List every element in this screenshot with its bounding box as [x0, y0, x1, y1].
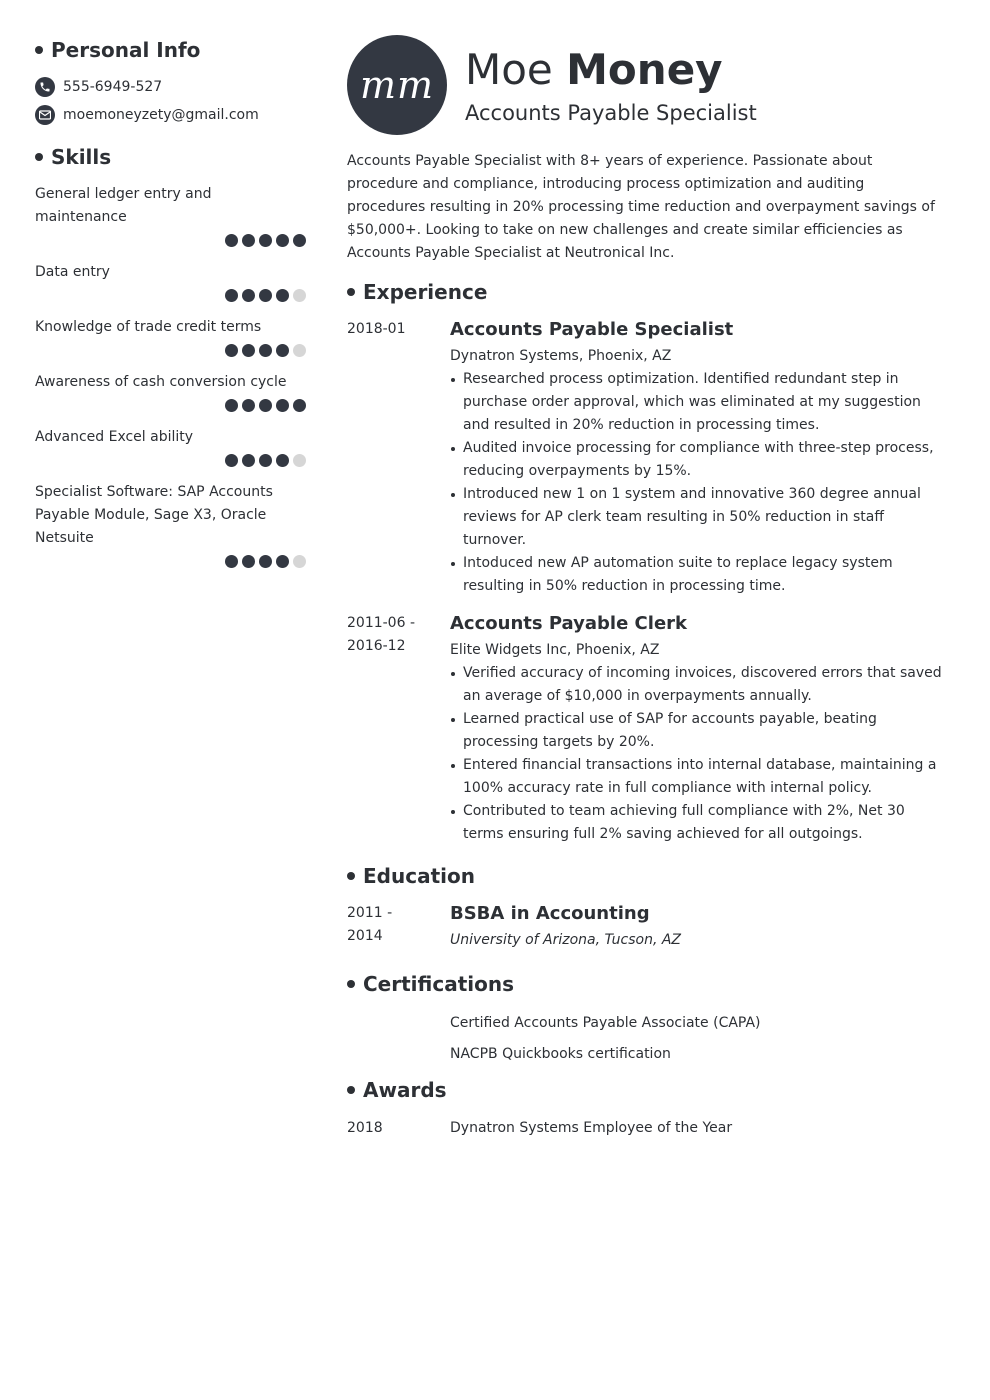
- rating-dot-filled-icon: [225, 289, 238, 302]
- job-bullet: Intoduced new AP automation suite to replace legacy system resulting in 50% reduction in processing time.: [450, 552, 947, 598]
- skill-item: [35, 316, 310, 357]
- rating-dot-filled-icon: [293, 234, 306, 247]
- job-bullet: Learned practical use of SAP for accounts payable, beating processing targets by 20%.: [450, 708, 947, 754]
- education-date: 2011 - 2014: [347, 905, 393, 944]
- job-role: Accounts Payable Clerk: [450, 613, 687, 634]
- name-block: [465, 45, 757, 125]
- skill-name: Advanced Excel ability: [35, 429, 194, 445]
- rating-dot-filled-icon: [259, 555, 272, 568]
- awards-heading: Awards: [347, 1078, 947, 1102]
- rating-dot-filled-icon: [242, 399, 255, 412]
- job-entry: [347, 612, 947, 846]
- rating-dot-filled-icon: [276, 399, 289, 412]
- job-date: 2018-01: [347, 321, 406, 337]
- certifications-list: [450, 1012, 947, 1066]
- job-role: Accounts Payable Specialist: [450, 319, 734, 340]
- skill-rating: [35, 399, 306, 412]
- rating-dot-filled-icon: [225, 344, 238, 357]
- job-entry: [347, 318, 947, 598]
- rating-dot-empty-icon: [293, 289, 306, 302]
- education-heading: Education: [347, 864, 947, 888]
- rating-dot-filled-icon: [225, 454, 238, 467]
- rating-dot-filled-icon: [276, 344, 289, 357]
- skills-heading: Skills: [35, 145, 310, 169]
- rating-dot-empty-icon: [293, 454, 306, 467]
- skill-name: General ledger entry and maintenance: [35, 186, 212, 225]
- skill-item: [35, 426, 310, 467]
- rating-dot-filled-icon: [259, 454, 272, 467]
- heading-bullet-icon: [347, 980, 355, 988]
- email-address: moemoneyzety@gmail.com: [63, 107, 259, 123]
- experience-heading: Experience: [347, 280, 947, 304]
- rating-dot-empty-icon: [293, 555, 306, 568]
- school: University of Arizona, Tucson, AZ: [450, 932, 682, 948]
- email-row: [35, 107, 310, 123]
- rating-dot-filled-icon: [242, 344, 255, 357]
- heading-bullet-icon: [35, 153, 43, 161]
- education-entry: [347, 902, 947, 952]
- personal-info-heading: Personal Info: [35, 38, 310, 62]
- skill-item: [35, 481, 310, 568]
- phone-row: [35, 79, 310, 95]
- job-bullets: [450, 368, 947, 598]
- experience-list: [347, 318, 947, 846]
- skill-rating: [35, 555, 306, 568]
- resume-header: [347, 35, 947, 135]
- summary-text: Accounts Payable Specialist with 8+ years of experience. Passionate about procedure and compliance, introducing process optimization and auditing procedures resulting in 20% processing time reduction and overpayment savings of $50,000+. Looking to take on new challenges and create similar efficiencies as Accounts Payable Specialist at Neutronical Inc.: [347, 153, 935, 261]
- job-title: Accounts Payable Specialist: [465, 101, 757, 125]
- certifications-heading: Certifications: [347, 972, 947, 996]
- award-entry: [347, 1117, 947, 1140]
- skill-name: Specialist Software: SAP Accounts Payable Module, Sage X3, Oracle Netsuite: [35, 484, 273, 546]
- heading-bullet-icon: [35, 46, 43, 54]
- email-icon: [35, 105, 55, 125]
- award-text: Dynatron Systems Employee of the Year: [450, 1120, 733, 1136]
- skill-item: [35, 261, 310, 302]
- rating-dot-filled-icon: [225, 234, 238, 247]
- monogram-avatar: mm: [347, 35, 447, 135]
- rating-dot-filled-icon: [276, 555, 289, 568]
- heading-bullet-icon: [347, 288, 355, 296]
- main-content: [347, 35, 947, 1140]
- rating-dot-filled-icon: [225, 555, 238, 568]
- job-bullet: Contributed to team achieving full compliance with 2%, Net 30 terms ensuring full 2% saving achieved for all outgoings.: [450, 800, 947, 846]
- skill-name: Awareness of cash conversion cycle: [35, 374, 287, 390]
- job-bullet: Audited invoice processing for compliance with three-step process, reducing overpayments by 15%.: [450, 437, 947, 483]
- rating-dot-filled-icon: [242, 454, 255, 467]
- job-bullets: [450, 662, 947, 846]
- heading-bullet-icon: [347, 1086, 355, 1094]
- rating-dot-filled-icon: [276, 454, 289, 467]
- phone-icon: [35, 77, 55, 97]
- rating-dot-filled-icon: [259, 234, 272, 247]
- skills-list: [35, 183, 310, 568]
- award-date: 2018: [347, 1120, 383, 1136]
- rating-dot-filled-icon: [259, 289, 272, 302]
- job-bullet: Researched process optimization. Identified redundant step in purchase order approval, which was eliminated at my suggestion and resulted in 20% reduction in processing times.: [450, 368, 947, 437]
- first-name: Moe: [465, 45, 553, 94]
- rating-dot-filled-icon: [242, 289, 255, 302]
- job-bullet: Entered financial transactions into internal database, maintaining a 100% accuracy rate in full compliance with internal policy.: [450, 754, 947, 800]
- heading-bullet-icon: [347, 872, 355, 880]
- last-name: Money: [566, 45, 723, 94]
- skill-item: [35, 371, 310, 412]
- rating-dot-filled-icon: [259, 399, 272, 412]
- certification-item: NACPB Quickbooks certification: [450, 1046, 671, 1062]
- skill-rating: [35, 344, 306, 357]
- skill-name: Data entry: [35, 264, 110, 280]
- rating-dot-filled-icon: [225, 399, 238, 412]
- skill-rating: [35, 234, 306, 247]
- job-date: 2011-06 - 2016-12: [347, 615, 415, 654]
- phone-number: 555-6949-527: [63, 79, 163, 95]
- skill-item: [35, 183, 310, 247]
- job-company: Elite Widgets Inc, Phoenix, AZ: [450, 642, 660, 658]
- rating-dot-filled-icon: [276, 289, 289, 302]
- job-bullet: Introduced new 1 on 1 system and innovative 360 degree annual reviews for AP clerk team resulting in 50% reduction in staff turnover.: [450, 483, 947, 552]
- rating-dot-filled-icon: [276, 234, 289, 247]
- skill-rating: [35, 454, 306, 467]
- rating-dot-filled-icon: [242, 234, 255, 247]
- rating-dot-empty-icon: [293, 344, 306, 357]
- rating-dot-filled-icon: [242, 555, 255, 568]
- skill-rating: [35, 289, 306, 302]
- degree: BSBA in Accounting: [450, 903, 650, 924]
- job-company: Dynatron Systems, Phoenix, AZ: [450, 348, 672, 364]
- skill-name: Knowledge of trade credit terms: [35, 319, 262, 335]
- full-name: [465, 45, 757, 95]
- rating-dot-filled-icon: [259, 344, 272, 357]
- certification-item: Certified Accounts Payable Associate (CAPA): [450, 1015, 761, 1031]
- job-bullet: Verified accuracy of incoming invoices, discovered errors that saved an average of $10,000 in overpayments annually.: [450, 662, 947, 708]
- sidebar: [35, 38, 310, 568]
- rating-dot-filled-icon: [293, 399, 306, 412]
